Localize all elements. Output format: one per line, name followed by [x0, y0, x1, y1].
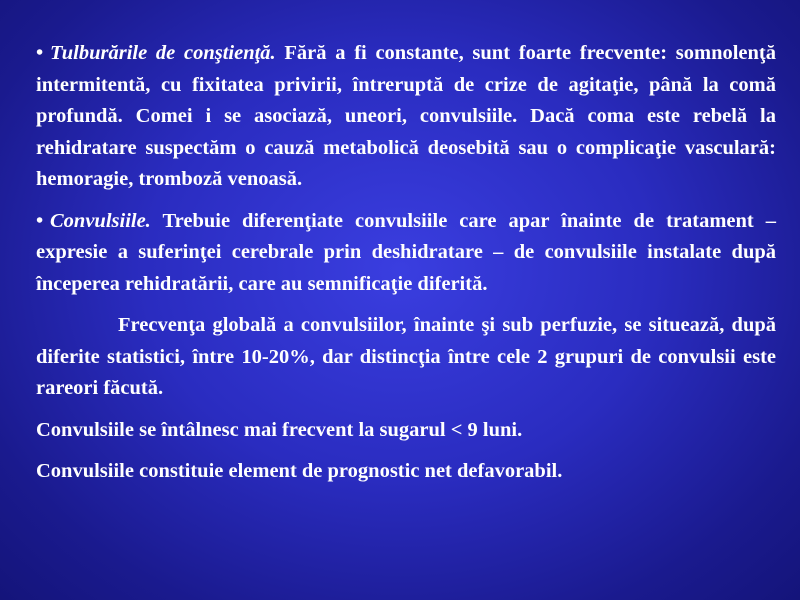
paragraph-text: Fără a fi constante, sunt foarte frecvente: somnolenţă intermitentă, cu fixitatea privirii, întreruptă de crize de agitaţie, până la comă profundă. Comei i se asociază, uneori, convulsiile. Dacă coma este rebelă la rehidratare suspectăm o cauză metabolică deosebită sau o complicaţie vasculară: hemoragie, tromboză venoasă.	[36, 42, 777, 190]
paragraph-convulsions	[36, 206, 776, 301]
slide-body	[36, 38, 776, 498]
paragraph-frequency: Frecvenţa globală a convulsiilor, înainte şi sub perfuzie, se situează, după diferite statistici, între 10-20%, dar distincţia între cele 2 grupuri de convulsii este rareori făcută.	[36, 314, 776, 399]
paragraph-consciousness	[36, 38, 776, 196]
paragraph-prognosis: Convulsiile constituie element de prognostic net defavorabil.	[36, 460, 563, 482]
paragraph-infant-age: Convulsiile se întâlnesc mai frecvent la sugarul < 9 luni.	[36, 418, 523, 441]
bullet-icon: •	[36, 42, 44, 64]
paragraph-lead: Tulburările de conştienţă.	[50, 42, 276, 64]
paragraph-text: Trebuie diferenţiate convulsiile care apar înainte de tratament – expresie a suferinţei cerebrale prin deshidratare – de convulsiile instalate după începerea rehidratării, care au semnificaţie diferită.	[36, 209, 776, 295]
paragraph-lead: Convulsiile.	[50, 209, 151, 232]
bullet-icon: •	[36, 209, 44, 232]
